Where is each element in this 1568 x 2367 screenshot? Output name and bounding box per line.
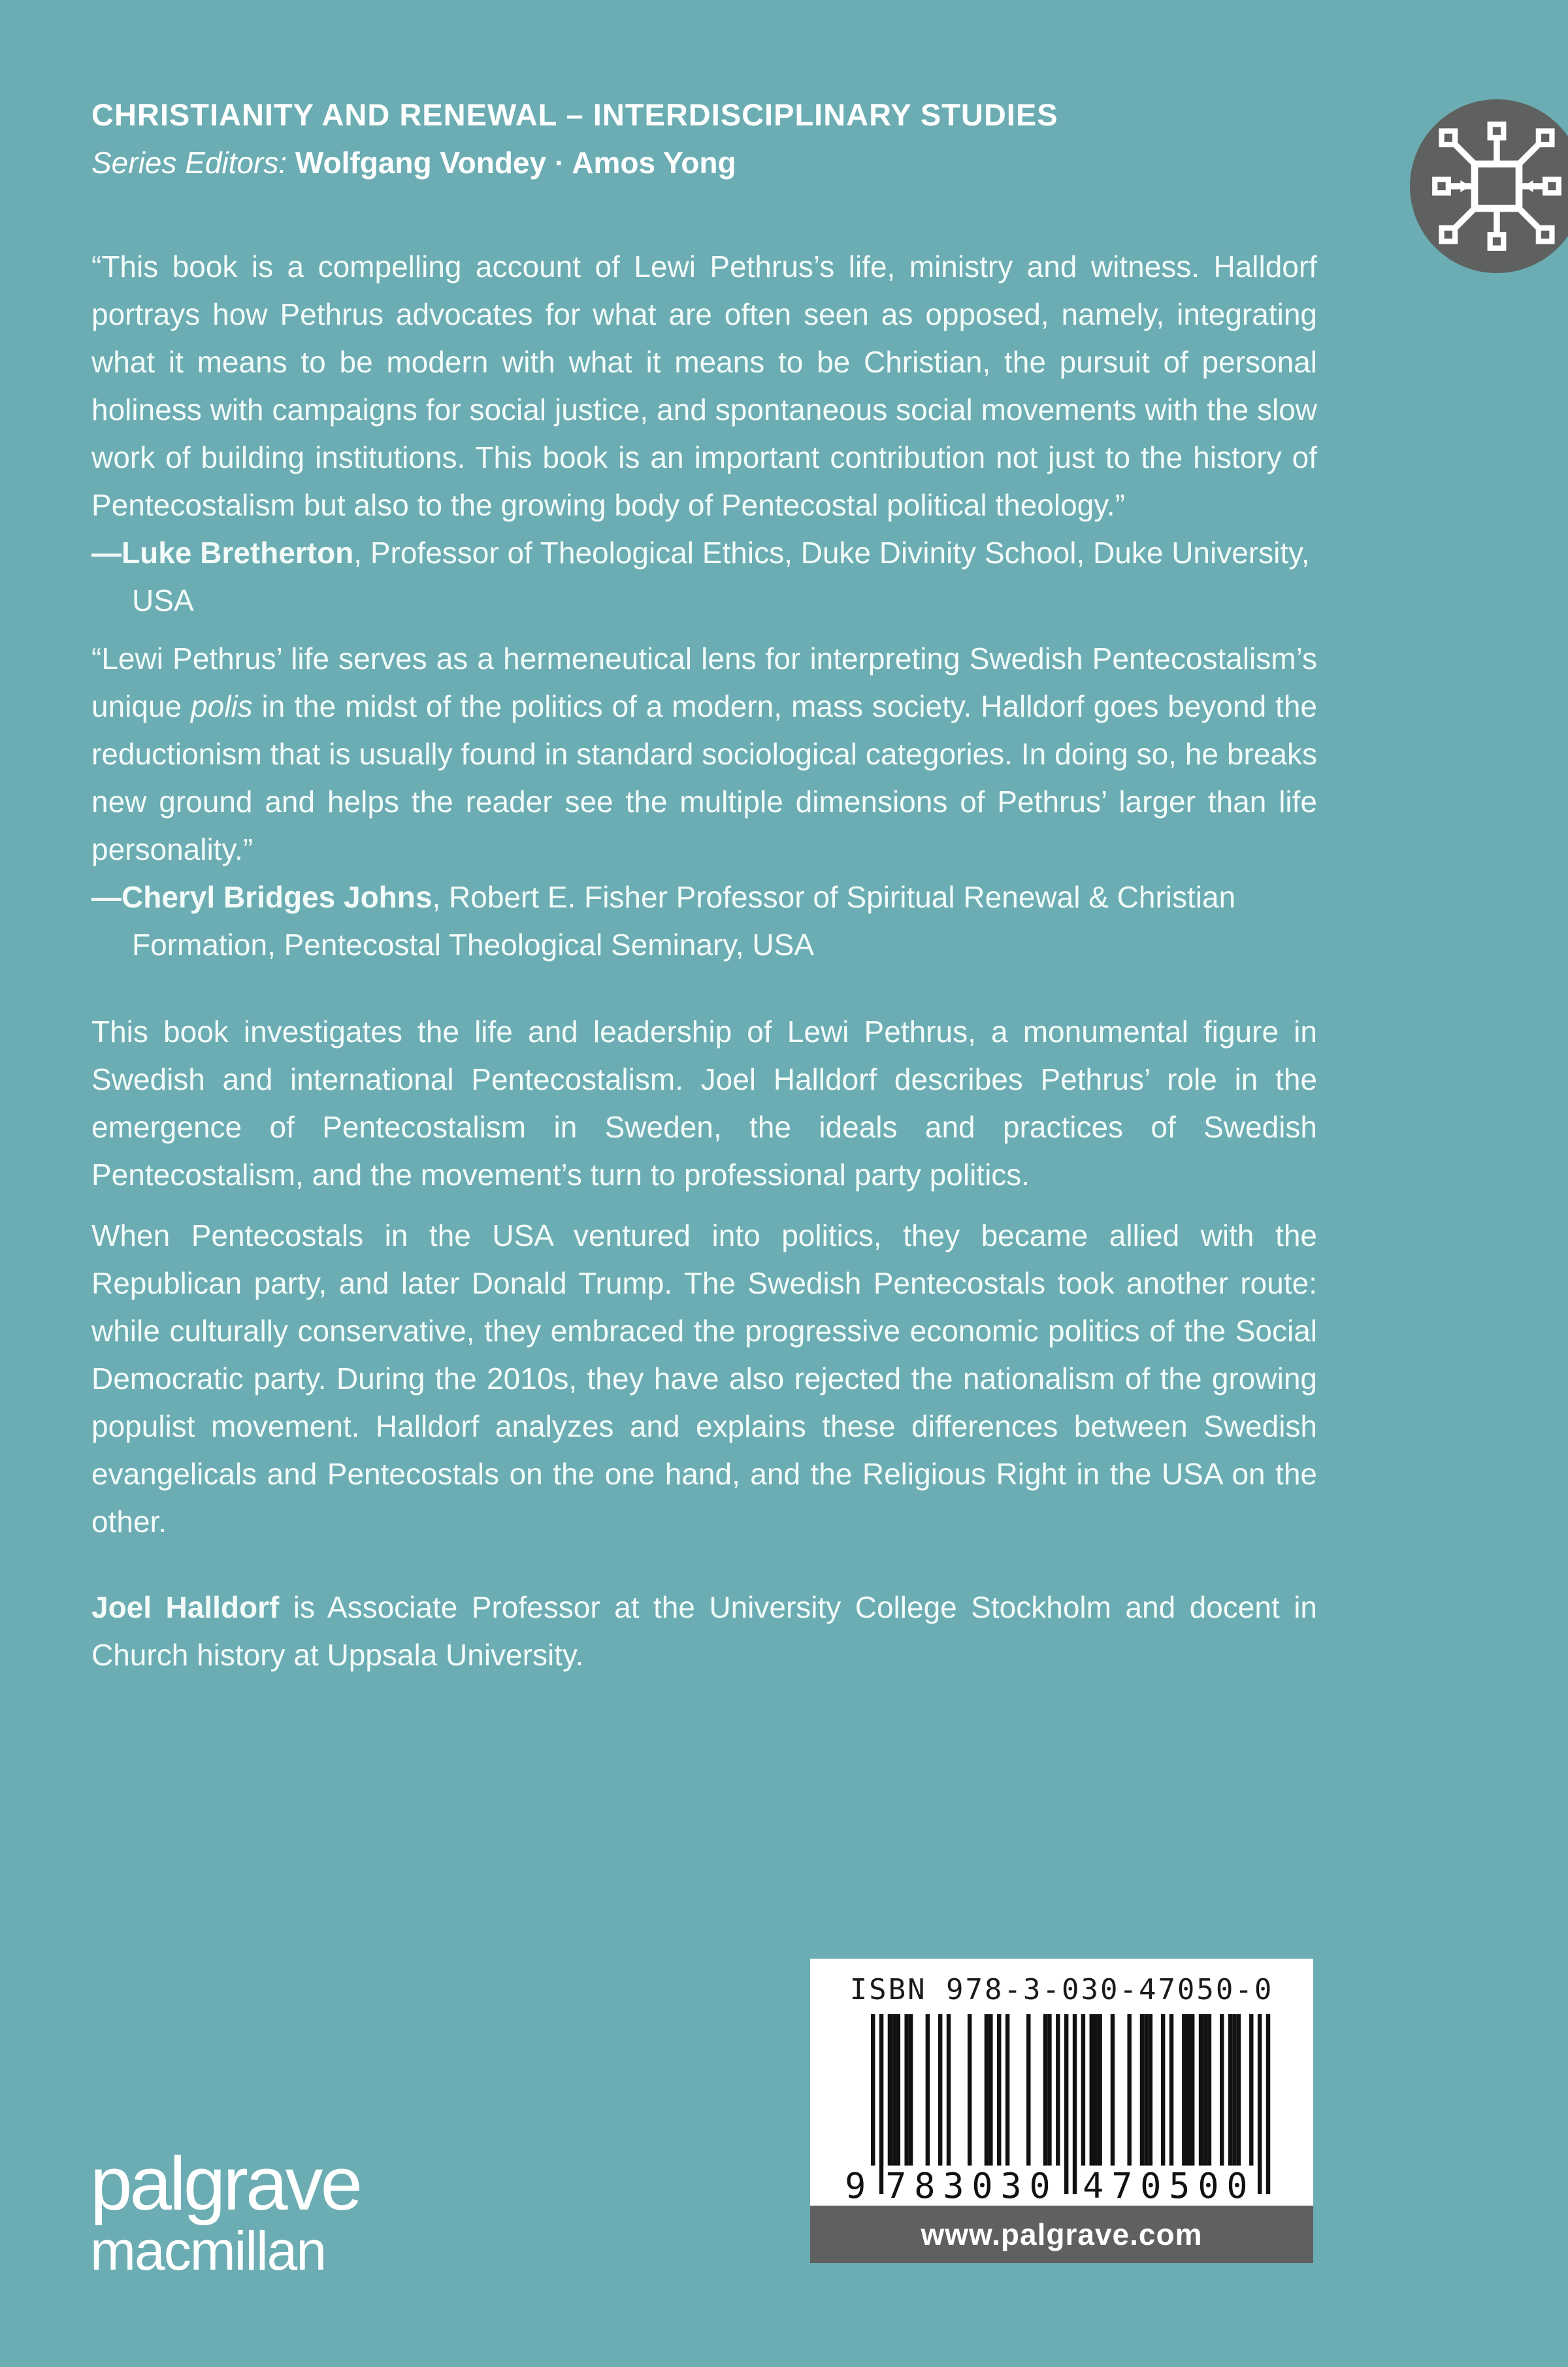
isbn-barcode-box — [810, 1959, 1313, 2206]
barcode-digit-group: 783030 — [885, 2165, 1058, 2206]
quote-segment: “Lewi Pethrus’ life serves as a hermeneutical lens for interpreting Swedish Pentecostalism’s unique — [91, 642, 1317, 723]
series-editors-label: Series Editors: — [91, 146, 287, 180]
macmillan-wordmark: macmillan — [90, 2220, 326, 2281]
palgrave-wordmark: palgrave — [90, 2141, 360, 2226]
endorsement-quote: “This book is a compelling account of Lewi Pethrus’s life, ministry and witness. Halldorf portrays how Pethrus advocates for what are often seen as opposed, namely, integrating what it means to be modern with what it means to be Christian, the pursuit of personal holiness with campaigns for social justice, and spontaneous social movements with the slow work of building institutions. This book is an important contribution not just to the history of Pentecostalism but also to the growing body of Pentecostal political theology.” — [91, 250, 1317, 522]
author-bio — [91, 1584, 1317, 1679]
barcode-digit-group: 470500 — [1083, 2165, 1256, 2206]
series-editors — [91, 144, 1317, 182]
author-name: Joel Halldorf — [91, 1590, 280, 1624]
endorsement-attribution-role: , Robert E. Fisher Professor of Spiritual Renewal & Christian Formation, Pentecostal Theological Seminary, USA — [132, 880, 1236, 962]
network-hub-icon — [1429, 119, 1564, 253]
author-bio-rest: is Associate Professor at the University College Stockholm and docent in Church history at Uppsala University. — [91, 1590, 1317, 1672]
endorsement-attribution-role: , Professor of Theological Ethics, Duke Divinity School, Duke University, USA — [132, 536, 1310, 617]
isbn-label: ISBN 978-3-030-47050-0 — [849, 1973, 1274, 2006]
endorsement-johns — [91, 635, 1317, 969]
endorsement-attribution-name: —Cheryl Bridges Johns — [91, 880, 433, 914]
series-editors-names: Wolfgang Vondey · Amos Yong — [295, 146, 736, 180]
endorsement-attribution — [91, 873, 1317, 969]
series-title: CHRISTIANITY AND RENEWAL – INTERDISCIPLINARY STUDIES — [91, 97, 1058, 132]
endorsement-bretherton — [91, 243, 1317, 625]
publisher-website-bar — [810, 2206, 1313, 2263]
endorsement-attribution — [91, 529, 1317, 625]
back-cover-text — [91, 97, 1317, 1709]
blurb-paragraph-1: This book investigates the life and leadership of Lewi Pethrus, a monumental figure in Swedish and international Pentecostalism. Joel Halldorf describes Pethrus’ role in the emergence of Pentecostalism in Sweden, the ideals and practices of Swedish Pentecostalism, and the movement’s turn to professional party politics. — [91, 1015, 1317, 1192]
publisher-logo — [90, 2141, 360, 2281]
barcode-digit-lead: 9 — [845, 2165, 866, 2206]
endorsement-attribution-name: —Luke Bretherton — [91, 536, 354, 570]
quote-segment: in the midst of the politics of a modern, mass society. Halldorf goes beyond the reductionism that is usually found in standard sociological categories. In doing so, he breaks new ground and helps the reader see the multiple dimensions of Pethrus’ larger than life personality.” — [91, 689, 1318, 866]
quote-italic-word: polis — [191, 689, 253, 723]
ean13-barcode — [838, 2014, 1286, 2206]
series-logo-badge — [1410, 99, 1568, 273]
endorsement-quote — [91, 635, 1317, 873]
website-url: www.palgrave.com — [921, 2217, 1203, 2251]
blurb-paragraph-2: When Pentecostals in the USA ventured into politics, they became allied with the Republican party, and later Donald Trump. The Swedish Pentecostals took another route: while culturally conservative, they embraced the progressive economic politics of the Social Democratic party. During the 2010s, they have also rejected the nationalism of the growing populist movement. Halldorf analyzes and explains these differences between Swedish evangelicals and Pentecostals on the one hand, and the Religious Right in the USA on the other. — [91, 1218, 1317, 1539]
